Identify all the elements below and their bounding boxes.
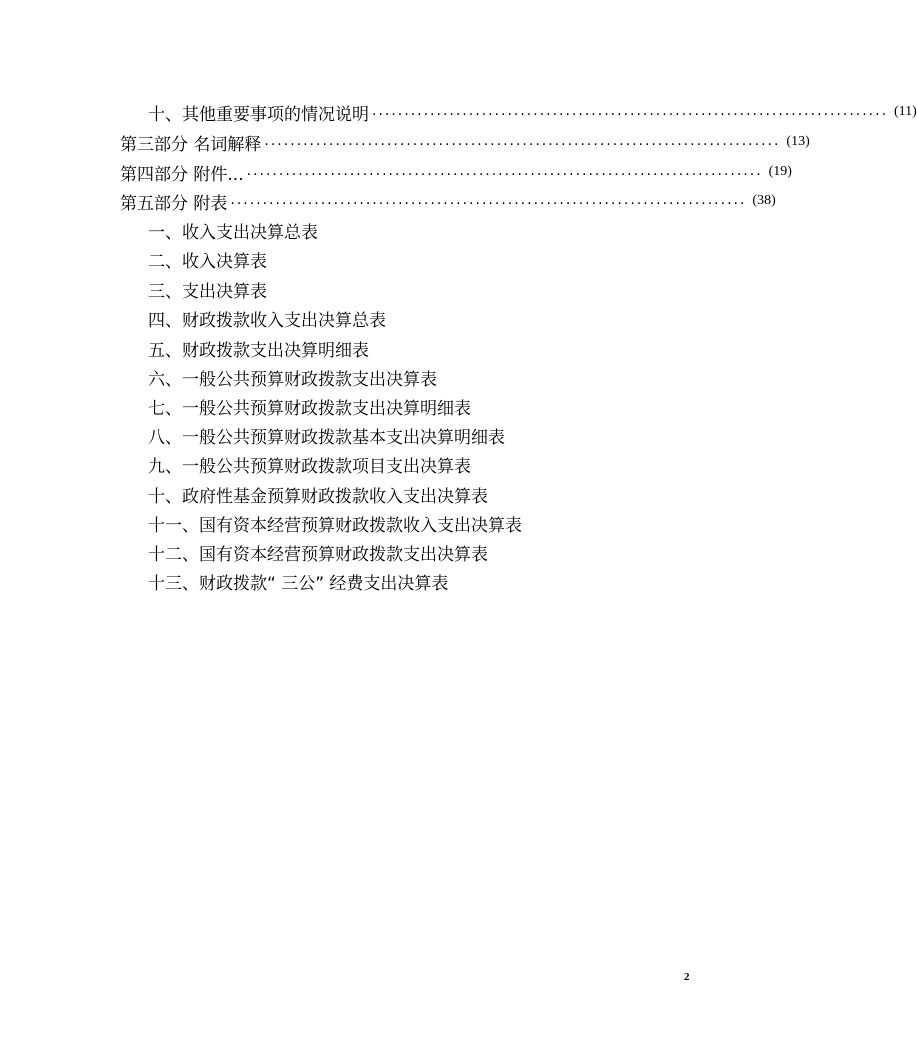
table-list-item[interactable]: 五、财政拨款支出决算明细表 bbox=[148, 340, 369, 361]
toc-page-number: (19) bbox=[768, 164, 792, 179]
table-list-item[interactable]: 十三、财政拨款“ 三公” 经费支出决算表 bbox=[148, 573, 449, 594]
table-list-item[interactable]: 四、财政拨款收入支出决算总表 bbox=[148, 310, 386, 331]
toc-entry-other-matters[interactable] bbox=[148, 99, 917, 125]
table-list-item[interactable]: 十、政府性基金预算财政拨款收入支出决算表 bbox=[148, 486, 488, 507]
toc-entry-part-five[interactable] bbox=[120, 188, 776, 214]
table-list-item[interactable]: 十二、国有资本经营预算财政拨款支出决算表 bbox=[148, 544, 488, 565]
table-list-item[interactable]: 十一、国有资本经营预算财政拨款收入支出决算表 bbox=[148, 515, 522, 536]
table-list-item[interactable]: 三、支出决算表 bbox=[148, 281, 267, 302]
toc-page-number: (13) bbox=[786, 134, 810, 149]
table-list-item[interactable]: 六、一般公共预算财政拨款支出决算表 bbox=[148, 369, 437, 390]
dot-leader: ................................................................................ bbox=[230, 192, 747, 208]
toc-page-number: (38) bbox=[752, 193, 776, 208]
toc-entry-part-four[interactable] bbox=[120, 159, 792, 185]
toc-page-number: (11) bbox=[894, 104, 917, 119]
page-number: 2 bbox=[684, 971, 690, 983]
toc-entry-title: 第五部分 附表 bbox=[120, 193, 228, 214]
table-list-item[interactable]: 七、一般公共预算财政拨款支出决算明细表 bbox=[148, 398, 471, 419]
dot-leader: ................................................................................ bbox=[246, 163, 763, 179]
table-list-item[interactable]: 八、一般公共预算财政拨款基本支出决算明细表 bbox=[148, 427, 505, 448]
table-list-item[interactable]: 二、收入决算表 bbox=[148, 251, 267, 272]
toc-entry-title: 十、其他重要事项的情况说明 bbox=[148, 104, 369, 125]
toc-entry-title: 第四部分 附件... bbox=[120, 164, 244, 185]
table-list-item[interactable]: 九、一般公共预算财政拨款项目支出决算表 bbox=[148, 456, 471, 477]
dot-leader: ................................................................................ bbox=[372, 103, 889, 119]
toc-entry-part-three[interactable] bbox=[120, 129, 810, 155]
dot-leader: ................................................................................ bbox=[264, 133, 781, 149]
toc-entry-title: 第三部分 名词解释 bbox=[120, 134, 262, 155]
table-list-item[interactable]: 一、收入支出决算总表 bbox=[148, 222, 318, 243]
